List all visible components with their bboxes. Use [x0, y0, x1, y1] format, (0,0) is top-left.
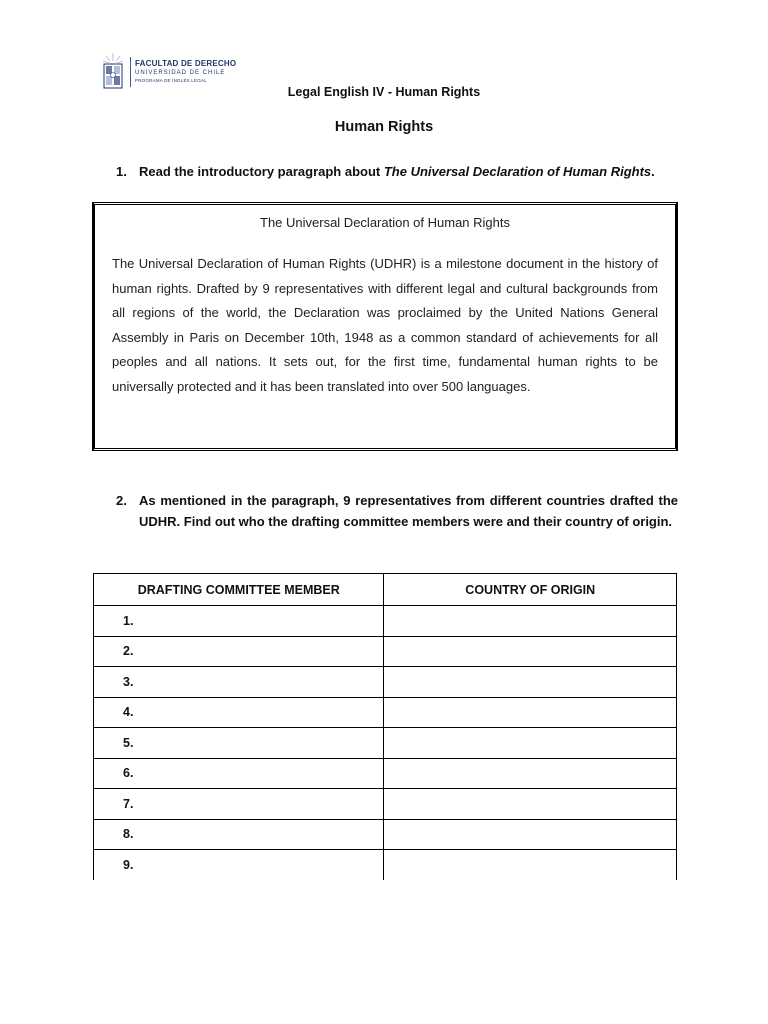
logo-text	[130, 57, 236, 87]
country-cell[interactable]	[384, 636, 677, 667]
udhr-intro-paragraph: The Universal Declaration of Human Rights (UDHR) is a milestone document in the history of human rights. Drafted by 9 representatives with different legal and cultural backgrounds from all regions of the world, the Declaration was proclaimed by the United Nations General Assembly in Paris on December 10th, 1948 as a common standard of achievements for all peoples and all nations. It sets out, for the first time, fundamental human rights to be universally protected and it has been translated into over 500 languages.	[112, 256, 658, 394]
drafting-committee-table	[93, 573, 677, 880]
page-title: Human Rights	[334, 119, 434, 135]
table-row	[94, 758, 677, 789]
question-2-number: 2.	[116, 493, 127, 508]
question-2	[116, 491, 678, 532]
table-row	[94, 697, 677, 728]
member-cell[interactable]: 1.	[94, 606, 384, 637]
udhr-intro-box	[94, 204, 676, 449]
table-row	[94, 636, 677, 667]
table-row	[94, 789, 677, 820]
question-1-text-end: .	[651, 164, 655, 179]
country-cell[interactable]	[384, 850, 677, 880]
member-cell[interactable]: 3.	[94, 667, 384, 698]
table-row	[94, 728, 677, 759]
header-country-of-origin: COUNTRY OF ORIGIN	[384, 574, 677, 606]
table-header-row	[94, 574, 677, 606]
table-row	[94, 606, 677, 637]
member-cell[interactable]: 7.	[94, 789, 384, 820]
question-1-number: 1.	[116, 164, 127, 179]
question-1-text-start: Read the introductory paragraph about	[139, 164, 384, 179]
course-subtitle: Legal English IV - Human Rights	[287, 85, 481, 99]
table-row	[94, 819, 677, 850]
country-cell[interactable]	[384, 606, 677, 637]
country-cell[interactable]	[384, 819, 677, 850]
header-committee-member: DRAFTING COMMITTEE MEMBER	[94, 574, 384, 606]
country-cell[interactable]	[384, 758, 677, 789]
udhr-box-title: The Universal Declaration of Human Rights	[260, 215, 510, 230]
member-cell[interactable]: 8.	[94, 819, 384, 850]
logo-faculty-name: FACULTAD DE DERECHO	[135, 59, 237, 69]
country-cell[interactable]	[384, 697, 677, 728]
member-cell[interactable]: 9.	[94, 850, 384, 880]
member-cell[interactable]: 4.	[94, 697, 384, 728]
member-cell[interactable]: 6.	[94, 758, 384, 789]
country-cell[interactable]	[384, 789, 677, 820]
logo-university-name: UNIVERSIDAD DE CHILE	[135, 70, 226, 77]
member-cell[interactable]: 2.	[94, 636, 384, 667]
member-cell[interactable]: 5.	[94, 728, 384, 759]
logo-program-name: PROGRAMA DE INGLÉS LEGAL	[135, 78, 207, 84]
question-1	[116, 162, 676, 183]
table-row	[94, 850, 677, 880]
country-cell[interactable]	[384, 667, 677, 698]
question-1-text	[139, 162, 676, 183]
country-cell[interactable]	[384, 728, 677, 759]
question-1-document-title: The Universal Declaration of Human Rights	[383, 164, 652, 179]
question-2-text: As mentioned in the paragraph, 9 representatives from different countries drafted the UDHR. Find out who the drafting committee members were and their country of origin.	[139, 493, 678, 529]
table-row	[94, 667, 677, 698]
